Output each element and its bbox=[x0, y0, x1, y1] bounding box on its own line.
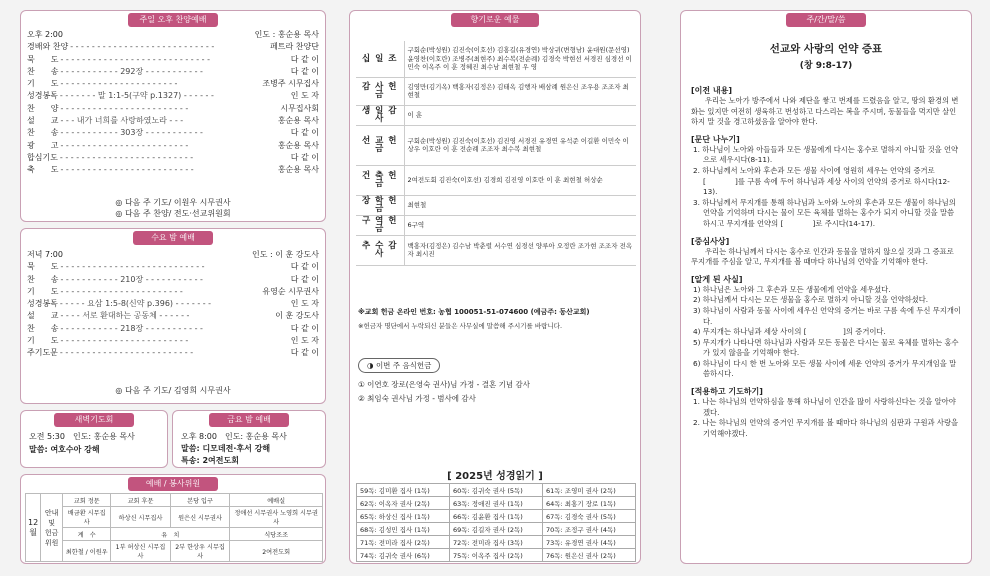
sermon-reference: (창 9:8-17) bbox=[799, 61, 853, 71]
order-item: 경배와 찬양 bbox=[27, 42, 69, 52]
food-offering-title-text: 이번 주 음식헌금 bbox=[375, 361, 432, 370]
list-item: 1. 하나님이 노아와 아들들과 모든 생물에게 다시는 홍수로 멸하지 아니할 것을 언약으로 세우시다(8-11). bbox=[693, 144, 959, 165]
order-row bbox=[27, 103, 319, 115]
order-item: 설 교 bbox=[27, 116, 59, 126]
order-leader-dots: - - - - - - - - - - - - - - - - - - - - - - - - - bbox=[59, 152, 194, 162]
order-leader-dots: - - - - - - - 말 1:1-5(구약 p.1327) - - - - - - bbox=[59, 91, 214, 101]
friday-worship-panel bbox=[172, 410, 326, 468]
offering-missing-note: ※헌금자 명단에서 누락되신 분들은 사무실에 말씀해 주시기를 바랍니다. bbox=[358, 322, 563, 330]
offering-names: 백홍자(김정은) 김수남 박춘렬 서수연 심경선 양루아 오정란 조가현 조조자 전옥자 최시진 bbox=[404, 235, 636, 265]
offering-table bbox=[356, 41, 636, 266]
bible-cell: 65독: 하상신 집사 (1독) bbox=[357, 510, 450, 523]
bible-cell: 63독: 정애진 권사 (1독) bbox=[450, 497, 543, 510]
order-leader: 인 도 자 bbox=[290, 336, 319, 346]
order-leader-dots: - - - - - - - - - - - - - - - - - - - - - - - - - - - bbox=[60, 262, 205, 272]
paragraph-division-heading: [문단 나누기] bbox=[691, 134, 740, 144]
service-cell: 1부 허상신 시무집사 bbox=[111, 541, 171, 562]
order-leader: 다 같 이 bbox=[290, 128, 319, 138]
order-row bbox=[27, 298, 319, 310]
service-cell: 배금환 시무집사 bbox=[63, 507, 111, 528]
bible-cell: 67독: 김경숙 권사 (5독) bbox=[543, 510, 636, 523]
order-item: 기 도 bbox=[27, 336, 59, 346]
order-item: 성경봉독 bbox=[27, 91, 58, 101]
order-leader: 다 같 이 bbox=[290, 274, 319, 284]
offering-names: 구회순(박성원) 김진숙(이호선) 김진영 서경진 유경연 유석준 이길환 이민숙 이상우 이호란 이 훈 전순례 조조자 최수복 최현철 bbox=[404, 125, 636, 165]
order-row bbox=[27, 29, 319, 41]
bible-row bbox=[357, 523, 636, 536]
order-leader: 다 같 이 bbox=[290, 323, 319, 333]
offering-row bbox=[356, 41, 636, 77]
order-leader: 시무집사회 bbox=[280, 103, 319, 113]
order-leader: 페트라 찬양단 bbox=[270, 42, 319, 52]
order-leader: 다 같 이 bbox=[290, 66, 319, 76]
bible-cell: 64독: 최홍기 장로 (1독) bbox=[543, 497, 636, 510]
order-leader-dots bbox=[63, 29, 255, 41]
order-item: 광 고 bbox=[27, 140, 59, 150]
sunday-note-prayer: ◎ 다음 주 기도/ 이원우 시무권사 bbox=[115, 198, 231, 207]
order-item: 저녁 7:00 bbox=[27, 250, 63, 259]
food-offering-title bbox=[358, 358, 440, 373]
offering-row bbox=[356, 195, 636, 215]
order-row bbox=[27, 90, 319, 102]
dawn-prayer-time: 오전 5:30 인도: 홍순용 목사 bbox=[29, 432, 135, 441]
order-item: 오후 2:00 bbox=[27, 30, 63, 39]
bible-cell: 70독: 조정구 권사 (4독) bbox=[543, 523, 636, 536]
offering-row bbox=[356, 77, 636, 105]
bible-cell: 59독: 김미환 집사 (1독) bbox=[357, 484, 450, 497]
offering-label: 십 일 조 bbox=[356, 41, 404, 77]
offering-names: 구회순(박성원) 김진숙(이호선) 김홍길(유경연) 박상귀(변형남) 윤대원(문선영) 윤영찬(이호란) 조병주(최현주) 최수복(전순례) 김경숙 박현선 서경진 심경선 이민숙 이옥주 이 훈 정혜진 최수남 최현철 우 영 bbox=[404, 41, 636, 77]
service-cell: 정애선 시무권사 노영희 시무권사 bbox=[230, 507, 323, 528]
list-item: 2. 나는 하나님의 언약의 증거인 무지개를 볼 때마다 하나님의 심판과 구원과 사랑을 기억해야겠다. bbox=[693, 418, 959, 438]
service-head-cell: 식당조조 bbox=[230, 528, 323, 541]
list-item: 6) 하나님이 다시 한 번 노아와 모든 생물 사이에 세운 언약의 증거가 무지개임을 말씀하시다. bbox=[693, 358, 957, 379]
offering-account-note: ※교회 헌금 온라인 번호: 농협 100051-51-074600 (예금주: 동산교회) bbox=[358, 308, 590, 316]
bible-row bbox=[357, 536, 636, 549]
service-head-cell: 본당 입구 bbox=[170, 494, 230, 507]
order-leader-dots: - - - - 서로 환대하는 공동체 - - - - - - bbox=[60, 311, 190, 321]
order-leader: 조병주 시무집사 bbox=[262, 79, 319, 89]
service-cell: 하상신 시무집사 bbox=[111, 507, 171, 528]
apply-pray-list bbox=[691, 397, 961, 439]
order-leader-dots: - - - - - - - - - - - - - - - - - - - - - - - - bbox=[60, 103, 189, 113]
order-row bbox=[27, 335, 319, 347]
friday-worship-sermon: 말씀: 디모데전·후서 강해 bbox=[181, 444, 271, 453]
order-item: 설 교 bbox=[27, 311, 59, 321]
order-leader-dots: - - - - - - - - - - - 303장 - - - - - - - - - - - bbox=[60, 128, 203, 138]
order-leader-dots: - - - - - - - - - - - 292장 - - - - - - - - - - - bbox=[60, 66, 203, 76]
service-head-cell: 교회 정문 bbox=[63, 494, 111, 507]
service-cell: 2부 한상우 시무집사 bbox=[170, 541, 230, 562]
order-item: 기 도 bbox=[27, 79, 59, 89]
offering-label: 생 일 감 사 bbox=[356, 105, 404, 125]
order-item: 축 도 bbox=[27, 165, 59, 175]
dawn-prayer-sermon: 말씀: 여호수아 강해 bbox=[29, 445, 100, 454]
bible-reading-title: [ 2025년 성경읽기 ] bbox=[447, 471, 543, 482]
bible-row bbox=[357, 510, 636, 523]
paragraph-division-list bbox=[691, 145, 961, 230]
order-item: 묵 도 bbox=[27, 262, 59, 272]
bible-cell: 69독: 김길자 권사 (2독) bbox=[450, 523, 543, 536]
service-cell: 최한철 / 이원우 bbox=[63, 541, 111, 562]
order-leader: 인도 : 이 훈 강도사 bbox=[252, 250, 319, 259]
service-committee-table bbox=[25, 493, 323, 562]
wednesday-order-list bbox=[27, 249, 319, 360]
bible-cell: 76독: 원은신 권사 (2독) bbox=[543, 549, 636, 562]
order-leader-dots: - - - - - - - - - - - - - - - - - - - - - - - - - - - bbox=[70, 42, 215, 52]
bible-cell: 68독: 김성민 집사 (1독) bbox=[357, 523, 450, 536]
order-row bbox=[27, 78, 319, 90]
order-row bbox=[27, 310, 319, 322]
order-leader: 인 도 자 bbox=[290, 91, 319, 101]
order-item: 기 도 bbox=[27, 286, 59, 296]
previous-content-heading: [이전 내용] bbox=[691, 86, 733, 95]
offering-names: 김영만(김기옥) 백홍자(김정은) 김태옥 김행자 배삼례 원은신 조우용 조조자 최현철 bbox=[404, 77, 636, 105]
order-row bbox=[27, 127, 319, 139]
bible-row bbox=[357, 549, 636, 562]
order-leader: 유영순 시무권사 bbox=[262, 286, 319, 296]
order-item: 주기도문 bbox=[27, 348, 58, 358]
service-committee-panel bbox=[20, 474, 326, 564]
order-row bbox=[27, 115, 319, 127]
order-item: 합심기도 bbox=[27, 152, 58, 162]
order-row bbox=[27, 286, 319, 298]
order-leader: 홍순용 목사 bbox=[277, 140, 319, 150]
order-item: 찬 송 bbox=[27, 323, 59, 333]
service-cell: 2여전도회 bbox=[230, 541, 323, 562]
bible-cell: 60독: 김귀숙 권사 (5독) bbox=[450, 484, 543, 497]
service-head-cell: 예배실 bbox=[230, 494, 323, 507]
order-row bbox=[27, 274, 319, 286]
order-row bbox=[27, 323, 319, 335]
order-item: 찬 송 bbox=[27, 66, 59, 76]
order-leader-dots: - - - - - - - - - - - - - - - - - - - - - - - - bbox=[60, 336, 189, 346]
offering-names: 2여전도회 김진숙(이호선) 김경희 김진영 이호란 이 훈 최현철 허상순 bbox=[404, 165, 636, 195]
offering-names: 이 훈 bbox=[404, 105, 636, 125]
sunday-worship-panel bbox=[20, 10, 326, 222]
dawn-prayer-header: 새벽기도회 bbox=[54, 413, 134, 427]
sunday-note-praise: ◎ 다음 주 찬양/ 전도·선교위원회 bbox=[115, 209, 231, 218]
central-thought-text: 우리는 하나님께서 다시는 홍수로 인간과 동물을 멸하지 않으실 것과 그 증표로 무지개를 주심을 알고, 무지개를 볼 때마다 하나님의 언약을 기억해야 한다. bbox=[691, 246, 954, 267]
offering-panel bbox=[349, 10, 641, 564]
list-item: 4) 무지개는 하나님과 세상 사이의 [ ]의 증거이다. bbox=[693, 327, 886, 337]
service-cell: 원은신 시무권사 bbox=[170, 507, 230, 528]
offering-label: 장 학 헌 금 bbox=[356, 195, 404, 215]
offering-row bbox=[356, 235, 636, 265]
bible-cell: 71독: 전미라 집사 (2독) bbox=[357, 536, 450, 549]
order-item: 찬 송 bbox=[27, 128, 59, 138]
order-leader: 홍순용 목사 bbox=[277, 165, 319, 175]
order-leader-dots: - - - - - - - - - - - - - - - - - - - - - - bbox=[60, 79, 178, 89]
bible-reading-table bbox=[356, 483, 636, 562]
offering-row bbox=[356, 125, 636, 165]
previous-content-text: 우리는 노아가 방주에서 나와 제단을 쌓고 번제를 드렸음을 알고, 땅의 환경의 변화는 있지만 여전히 생육하고 번성하고 다스리는 복을 주시며, 동물들을 먹지만 살인하지 말 것을 경고하셨음을 알아야 한다. bbox=[691, 96, 959, 127]
order-item: 찬 양 bbox=[27, 103, 59, 113]
order-leader-dots: - - - 내가 너희를 사랑하였노라 - - - bbox=[60, 116, 184, 126]
apply-pray-heading: [적용하고 기도하기] bbox=[691, 387, 763, 397]
weekly-word-header: 주/간/말/씀 bbox=[786, 13, 866, 27]
list-item: 2) 하나님께서 다시는 모든 생물을 홍수로 멸하지 아니할 것을 언약하셨다. bbox=[693, 295, 929, 305]
list-item: 1. 나는 하나님의 언약하심을 통해 하나님이 인간을 많이 사랑하신다는 것을 알아야겠다. bbox=[693, 397, 956, 417]
friday-worship-special: 특송: 2여전도회 bbox=[181, 456, 239, 465]
bible-cell: 62독: 이옥자 권사 (2독) bbox=[357, 497, 450, 510]
offering-label: 감 사 헌 금 bbox=[356, 77, 404, 105]
sermon-title: 선교와 사랑의 언약 증표 bbox=[769, 43, 883, 55]
order-row bbox=[27, 164, 319, 176]
bible-cell: 75독: 이옥주 집사 (2독) bbox=[450, 549, 543, 562]
food-offering-item: ① 이연호 장로(은영숙 권사)님 가정 - 결혼 기념 감사 bbox=[358, 380, 531, 389]
wednesday-worship-panel bbox=[20, 228, 326, 404]
offering-label: 추 수 감 사 bbox=[356, 235, 404, 265]
order-leader: 다 같 이 bbox=[290, 54, 319, 64]
friday-worship-time: 오후 8:00 인도: 홍순용 목사 bbox=[181, 432, 287, 441]
order-leader: 이 훈 강도사 bbox=[275, 311, 319, 321]
order-row bbox=[27, 41, 319, 53]
order-leader-dots bbox=[63, 249, 252, 261]
offering-label: 선 교 헌 금 bbox=[356, 125, 404, 165]
order-row bbox=[27, 152, 319, 164]
sunday-worship-header: 주일 오후 찬양예배 bbox=[128, 13, 218, 27]
central-thought-heading: [중심사상] bbox=[691, 236, 730, 246]
offering-header: 향기로운 예물 bbox=[451, 13, 539, 27]
order-row bbox=[27, 347, 319, 359]
learned-facts-list bbox=[691, 285, 961, 380]
list-item: 1) 하나님은 노아와 그 후손과 모든 생물에게 언약을 세우셨다. bbox=[693, 284, 891, 294]
order-leader-dots: - - - - - - - - - - - - - - - - - - - - - - - bbox=[60, 286, 183, 296]
bible-cell: 73독: 유경연 권사 (4독) bbox=[543, 536, 636, 549]
offering-row bbox=[356, 165, 636, 195]
order-leader: 인도 : 홍순용 목사 bbox=[254, 30, 319, 39]
order-leader: 다 같 이 bbox=[290, 152, 319, 162]
food-offering-item: ② 최임숙 권사님 가정 - 범사에 감사 bbox=[358, 394, 476, 403]
order-row bbox=[27, 140, 319, 152]
offering-row bbox=[356, 105, 636, 125]
bible-cell: 72독: 전미라 집사 (3독) bbox=[450, 536, 543, 549]
bible-cell: 74독: 김귀숙 권사 (6독) bbox=[357, 549, 450, 562]
order-leader-dots: - - - - - 요삼 1:5-8(신약 p.396) - - - - - - - bbox=[59, 299, 212, 309]
bible-cell: 66독: 김윤환 집사 (1독) bbox=[450, 510, 543, 523]
order-leader-dots: - - - - - - - - - - - - - - - - - - - - - - - - - bbox=[60, 165, 194, 175]
list-item: 2. 하나님께서 노아와 후손과 모든 생물 사이에 영원히 세우는 언약의 증거로 [ ]를 구름 속에 두어 하나님과 세상 사이의 언약의 증거로 하시다(12-13). bbox=[693, 165, 950, 197]
bible-row bbox=[357, 484, 636, 497]
order-item: 성경봉독 bbox=[27, 299, 58, 309]
dawn-prayer-panel bbox=[20, 410, 168, 468]
order-row bbox=[27, 66, 319, 78]
order-leader-dots: - - - - - - - - - - - 210장 - - - - - - - - - - - bbox=[60, 274, 203, 284]
list-item: 3. 하나님께서 무지개를 통해 하나님과 노아와 노아의 후손과 모든 생물이 하나님의 언약을 기억하며 다시는 물이 모든 육체를 멸하는 홍수가 되지 아니할 것을 말씀하시고 무지개를 언약의 [ ]로 주시다(14-17). bbox=[693, 197, 956, 228]
service-role: 안내 및 헌금 위원 bbox=[41, 494, 63, 562]
order-row bbox=[27, 249, 319, 261]
wednesday-note-prayer: ◎ 다음 주 기도/ 김영희 시무권사 bbox=[115, 386, 231, 395]
order-row bbox=[27, 261, 319, 273]
service-month: 12 월 bbox=[26, 494, 41, 562]
order-leader-dots: - - - - - - - - - - - 218장 - - - - - - - - - - - bbox=[60, 323, 203, 333]
service-head-cell: 교회 후문 bbox=[111, 494, 171, 507]
weekly-word-panel bbox=[680, 10, 972, 564]
offering-label: 구 역 헌 금 bbox=[356, 215, 404, 235]
learned-facts-heading: [알게 된 사실] bbox=[691, 274, 743, 284]
order-leader-dots: - - - - - - - - - - - - - - - - - - - - - - - - - - - - bbox=[60, 54, 210, 64]
service-committee-header: 예배 / 봉사위원 bbox=[128, 477, 218, 491]
order-leader: 다 같 이 bbox=[290, 262, 319, 272]
wednesday-worship-header: 수요 밤 예배 bbox=[133, 231, 213, 245]
offering-row bbox=[356, 215, 636, 235]
order-leader: 다 같 이 bbox=[290, 348, 319, 358]
order-leader-dots: - - - - - - - - - - - - - - - - - - - - - - - - - bbox=[59, 348, 194, 358]
half-circle-icon: ◑ bbox=[367, 361, 376, 370]
service-head-cell: 유 치 bbox=[111, 528, 230, 541]
list-item: 5) 무지개가 나타나면 하나님과 사람과 모든 동물은 다시는 물로 육체를 멸하는 홍수가 있지 않음을 기억해야 한다. bbox=[693, 337, 959, 358]
sunday-order-list bbox=[27, 29, 319, 177]
order-leader: 인 도 자 bbox=[290, 299, 319, 309]
offering-names: 6구역 bbox=[404, 215, 636, 235]
service-head-cell: 계 수 bbox=[63, 528, 111, 541]
order-leader: 홍순용 목사 bbox=[277, 116, 319, 126]
order-leader-dots: - - - - - - - - - - - - - - - - - - - - - - - - bbox=[60, 140, 189, 150]
offering-label: 건 축 헌 금 bbox=[356, 165, 404, 195]
offering-names: 최현철 bbox=[404, 195, 636, 215]
list-item: 3) 하나님이 사람과 동물 사이에 세우신 언약의 증거는 바로 구름 속에 두신 무지개이다. bbox=[693, 305, 961, 326]
order-item: 묵 도 bbox=[27, 54, 59, 64]
bible-cell: 61독: 조영미 권사 (2독) bbox=[543, 484, 636, 497]
order-item: 찬 송 bbox=[27, 274, 59, 284]
order-row bbox=[27, 54, 319, 66]
bible-row bbox=[357, 497, 636, 510]
friday-worship-header: 금요 밤 예배 bbox=[209, 413, 289, 427]
